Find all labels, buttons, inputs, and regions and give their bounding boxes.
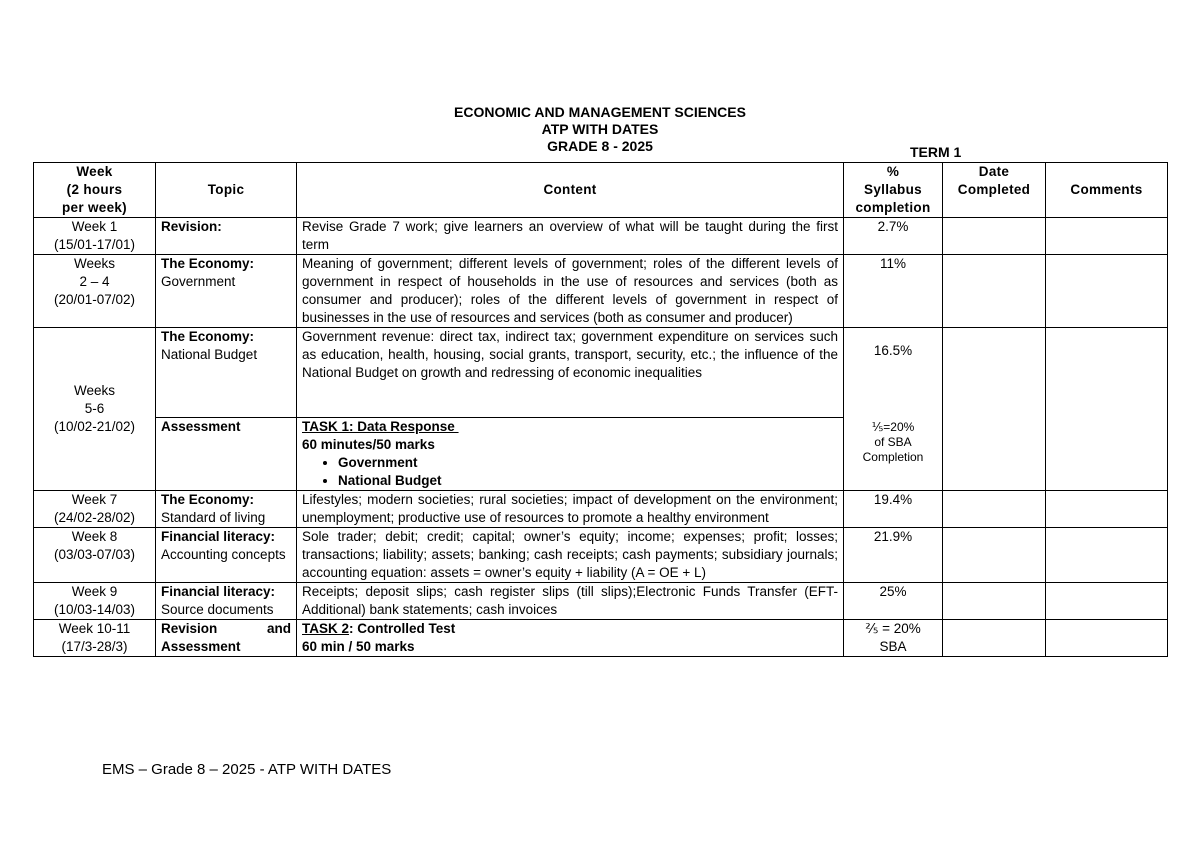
col-header-week: Week (2 hours per week) — [34, 163, 156, 218]
comments-cell[interactable] — [1046, 583, 1168, 620]
content-cell: Government revenue: direct tax, indirect tax; government expenditure on services such as education, health, housing, social grants, transport, security, etc.; the influence of the National Budget on growth and redressing of economic inequalities — [297, 328, 844, 418]
table-header-row — [34, 163, 1168, 218]
table-row — [34, 491, 1168, 528]
topic-cell: Financial literacy: Source documents — [156, 583, 297, 620]
topic-cell: Financial literacy: Accounting concepts — [156, 528, 297, 583]
pct-cell: 2.7% — [844, 218, 943, 255]
header-term: TERM 1 — [910, 144, 962, 160]
task-topics — [302, 454, 838, 490]
date-cell[interactable] — [943, 491, 1046, 528]
week-cell: Week 1 (15/01-17/01) — [34, 218, 156, 255]
topic-cell: Assessment — [156, 418, 297, 491]
week-cell: Weeks 5-6 (10/02-21/02) — [34, 328, 156, 491]
content-cell: TASK 2: Controlled Test 60 min / 50 marks — [297, 620, 844, 657]
content-cell: Sole trader; debit; credit; capital; owner’s equity; income; expenses; profit; losses; transactions; liability; assets; banking; cash receipts; cash payments; subsidiary journals; accounting equation: assets = owner’s equity + liability (A = OE + L) — [297, 528, 844, 583]
table-row — [34, 583, 1168, 620]
col-header-comments: Comments — [1046, 163, 1168, 218]
page-footer: EMS – Grade 8 – 2025 - ATP WITH DATES — [102, 761, 392, 778]
task-marks: 60 minutes/50 marks — [302, 437, 435, 452]
comments-cell[interactable] — [1046, 491, 1168, 528]
table-row — [34, 218, 1168, 255]
topic-cell: The Economy: Government — [156, 255, 297, 328]
week-cell: Week 9 (10/03-14/03) — [34, 583, 156, 620]
week-cell: Weeks 2 – 4 (20/01-07/02) — [34, 255, 156, 328]
task-title: TASK 1: Data Response — [302, 419, 459, 434]
date-cell[interactable] — [943, 255, 1046, 328]
atp-table — [33, 162, 1168, 657]
week-cell: Week 8 (03/03-07/03) — [34, 528, 156, 583]
content-cell: Meaning of government; different levels of government; roles of the different levels of government in respect of households in the use of resources and services (both as consumer and producer); roles of the different levels of government in respect of businesses in the use of resources and services (both as consumer and producer) — [297, 255, 844, 328]
week-cell: Week 10-11 (17/3-28/3) — [34, 620, 156, 657]
comments-cell[interactable] — [1046, 620, 1168, 657]
table-row — [34, 328, 1168, 418]
list-item: • National Budget — [338, 472, 838, 490]
pct-cell: 25% — [844, 583, 943, 620]
col-header-syllabus: % Syllabus completion — [844, 163, 943, 218]
comments-cell[interactable] — [1046, 528, 1168, 583]
date-cell[interactable] — [943, 620, 1046, 657]
week-cell: Week 7 (24/02-28/02) — [34, 491, 156, 528]
topic-cell: Revision and Assessment — [156, 620, 297, 657]
content-cell: Receipts; deposit slips; cash register slips (till slips);Electronic Funds Transfer (EFT- Additional) bank statements; cash invoices — [297, 583, 844, 620]
comments-cell[interactable] — [1046, 328, 1168, 491]
header-atp: ATP WITH DATES — [541, 121, 659, 137]
col-header-date: Date Completed — [943, 163, 1046, 218]
header-grade: GRADE 8 - 2025 — [547, 138, 653, 154]
date-cell[interactable] — [943, 218, 1046, 255]
col-header-content: Content — [297, 163, 844, 218]
table-row — [34, 255, 1168, 328]
content-cell — [297, 418, 844, 491]
date-cell[interactable] — [943, 528, 1046, 583]
pct-cell: 21.9% — [844, 528, 943, 583]
content-cell: Revise Grade 7 work; give learners an overview of what will be taught during the first term — [297, 218, 844, 255]
topic-cell: The Economy: National Budget — [156, 328, 297, 418]
date-cell[interactable] — [943, 583, 1046, 620]
comments-cell[interactable] — [1046, 218, 1168, 255]
task-title: TASK 2 — [302, 621, 350, 636]
list-item: • Government — [338, 454, 838, 472]
date-cell[interactable] — [943, 328, 1046, 491]
pct-cell: 16.5% ⅕=20% of SBA Completion — [844, 328, 943, 491]
pct-cell: ⅖ = 20% SBA — [844, 620, 943, 657]
pct-cell: 19.4% — [844, 491, 943, 528]
header-subject: ECONOMIC AND MANAGEMENT SCIENCES — [454, 104, 746, 120]
col-header-topic: Topic — [156, 163, 297, 218]
comments-cell[interactable] — [1046, 255, 1168, 328]
topic-cell: The Economy: Standard of living — [156, 491, 297, 528]
table-row — [34, 528, 1168, 583]
topic-cell: Revision: — [156, 218, 297, 255]
pct-cell: 11% — [844, 255, 943, 328]
table-row — [34, 620, 1168, 657]
task-marks: 60 min / 50 marks — [302, 639, 415, 654]
document-header — [0, 104, 1200, 155]
content-cell: Lifestyles; modern societies; rural societies; impact of development on the environment; unemployment; productive use of resources to promote a healthy environment — [297, 491, 844, 528]
